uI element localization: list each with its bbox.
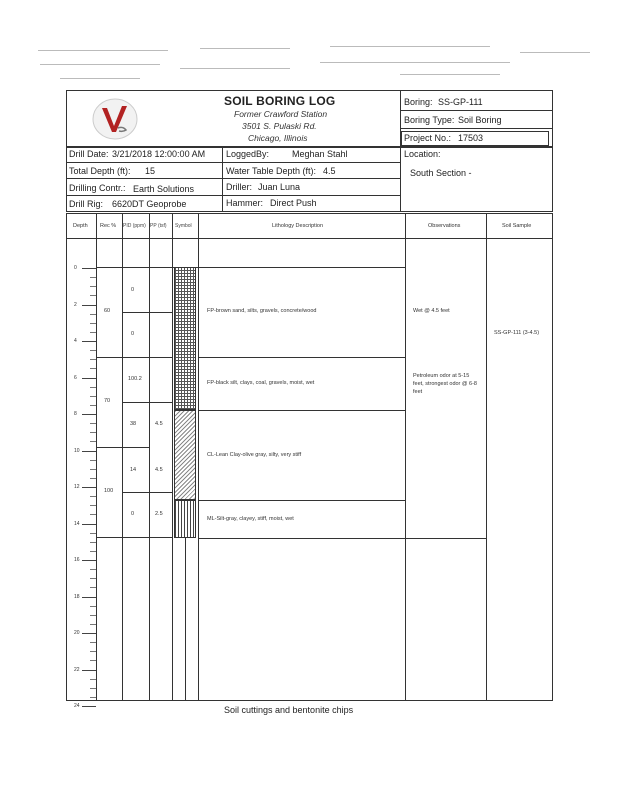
depth-minor-tick	[90, 697, 96, 698]
col-rec: Rec %	[100, 223, 117, 229]
depth-minor-tick	[90, 551, 96, 552]
drilling-contr-label: Drilling Contr.:	[69, 183, 126, 193]
pid-rule	[122, 492, 172, 493]
lith-rule	[198, 500, 406, 501]
col-pp: PP (tsf)	[150, 223, 167, 229]
depth-minor-tick	[90, 615, 96, 616]
depth-minor-tick	[90, 350, 96, 351]
pid-rule	[122, 402, 172, 403]
silt-symbol	[174, 500, 196, 538]
scan-noise	[330, 46, 490, 47]
depth-minor-tick	[90, 514, 96, 515]
depth-minor-tick	[90, 505, 96, 506]
scan-noise	[200, 48, 290, 49]
depth-tick	[82, 633, 96, 634]
drill-date-label: Drill Date:	[69, 149, 109, 159]
column-header-rule	[66, 238, 553, 239]
location-label: Location:	[404, 149, 441, 159]
depth-tick-label: 10	[74, 447, 80, 454]
company-logo	[90, 96, 140, 142]
drill-rig-value: 6620DT Geoprobe	[112, 199, 187, 209]
depth-minor-tick	[90, 533, 96, 534]
depth-tick-label: 18	[74, 593, 80, 600]
lith-rule	[198, 538, 406, 539]
divider	[400, 146, 401, 212]
depth-minor-tick	[90, 578, 96, 579]
depth-minor-tick	[90, 569, 96, 570]
col-observations: Observations	[428, 223, 461, 229]
rec-rule	[96, 537, 172, 538]
lithology-text: CL-Lean Clay-olive gray, silty, very stiff	[207, 452, 302, 458]
page-title: SOIL BORING LOG	[224, 94, 336, 108]
pid-value: 0	[131, 511, 135, 517]
site-city: Chicago, Illinois	[248, 133, 308, 143]
pp-value: 2.5	[155, 511, 163, 517]
logged-by-label: LoggedBy:	[226, 149, 270, 159]
site-address: 3501 S. Pulaski Rd.	[242, 121, 317, 131]
depth-ruler	[66, 238, 96, 709]
depth-minor-tick	[90, 405, 96, 406]
lithology-text: ML-Silt-gray, clayey, stiff, moist, wet	[207, 516, 294, 522]
footer-note: Soil cuttings and bentonite chips	[224, 705, 354, 715]
pid-value: 38	[130, 421, 137, 427]
fill-symbol	[174, 267, 196, 410]
depth-tick	[82, 268, 96, 269]
depth-tick	[82, 487, 96, 488]
logged-by-value: Meghan Stahl	[292, 149, 348, 159]
scan-noise	[38, 50, 168, 51]
rec-value: 70	[104, 398, 111, 404]
depth-minor-tick	[90, 542, 96, 543]
pp-value: 4.5	[155, 421, 163, 427]
log-table	[66, 213, 553, 701]
col-symbol: Symbol	[175, 223, 192, 229]
depth-minor-tick	[90, 323, 96, 324]
site-name: Former Crawford Station	[234, 109, 328, 119]
scan-noise	[60, 78, 140, 79]
depth-minor-tick	[90, 642, 96, 643]
depth-minor-tick	[90, 469, 96, 470]
rec-value: 100	[104, 488, 114, 494]
depth-tick-label: 12	[74, 484, 80, 490]
obs-rule	[405, 538, 486, 539]
scan-noise	[180, 68, 290, 69]
depth-tick-label: 16	[74, 557, 80, 563]
depth-minor-tick	[90, 387, 96, 388]
hammer-label: Hammer:	[226, 198, 264, 208]
depth-minor-tick	[90, 587, 96, 588]
boring-value: SS-GP-111	[438, 97, 483, 107]
depth-tick	[82, 597, 96, 598]
depth-tick	[82, 341, 96, 342]
lithology-text: FP-brown sand, silts, gravels, concrete/wood	[207, 308, 317, 314]
depth-tick	[82, 378, 96, 379]
depth-minor-tick	[90, 277, 96, 278]
symbol-line	[185, 538, 186, 700]
boring-type-label: Boring Type:	[404, 115, 455, 125]
depth-minor-tick	[90, 606, 96, 607]
total-depth-value: 15	[145, 166, 156, 176]
column-divider	[96, 213, 97, 701]
depth-minor-tick	[90, 624, 96, 625]
depth-minor-tick	[90, 332, 96, 333]
depth-minor-tick	[90, 359, 96, 360]
pid-value: 0	[131, 331, 135, 337]
column-divider	[198, 213, 199, 701]
depth-tick	[82, 305, 96, 306]
driller-value: Juan Luna	[258, 182, 301, 192]
rec-value: 60	[104, 308, 111, 314]
depth-tick-label: 24	[74, 703, 80, 709]
project-value: 17503	[458, 133, 484, 143]
depth-minor-tick	[90, 688, 96, 689]
depth-tick-label: 14	[74, 520, 80, 527]
depth-minor-tick	[90, 660, 96, 661]
divider	[66, 178, 400, 179]
depth-tick	[82, 670, 96, 671]
depth-tick-label: 8	[74, 411, 77, 417]
rec-rule	[96, 447, 149, 448]
divider	[400, 128, 553, 129]
depth-minor-tick	[90, 286, 96, 287]
scan-noise	[320, 62, 510, 63]
col-lithology: Lithology Description	[272, 223, 324, 229]
depth-minor-tick	[90, 423, 96, 424]
observation-text: Petroleum odor at 5-15 feet, strongest odor @ 6-8 feet	[413, 373, 477, 395]
pid-value: 100.2	[128, 376, 142, 382]
row-rule	[96, 267, 406, 268]
drilling-contr-value: Earth Solutions	[133, 184, 195, 194]
depth-tick-label: 0	[74, 265, 77, 271]
depth-minor-tick	[90, 441, 96, 442]
depth-tick-label: 6	[74, 374, 77, 381]
project-label: Project No.:	[404, 133, 452, 143]
water-table-value: 4.5	[323, 166, 336, 176]
clay-symbol	[174, 410, 196, 500]
depth-minor-tick	[90, 478, 96, 479]
depth-minor-tick	[90, 460, 96, 461]
scan-noise	[520, 52, 590, 53]
scan-noise	[400, 74, 500, 75]
rec-rule	[96, 357, 172, 358]
depth-tick	[82, 524, 96, 525]
observation-text: Wet @ 4.5 feet	[413, 308, 450, 314]
depth-tick-label: 22	[74, 666, 80, 673]
column-divider	[405, 213, 406, 701]
pid-value: 14	[130, 467, 137, 473]
depth-tick	[82, 706, 96, 707]
column-divider	[149, 213, 150, 701]
location-value: South Section -	[410, 168, 472, 178]
depth-minor-tick	[90, 396, 96, 397]
divider	[66, 162, 400, 163]
depth-tick	[82, 560, 96, 561]
lith-rule	[198, 410, 406, 411]
pid-value: 0	[131, 287, 135, 293]
divider	[66, 195, 400, 196]
column-divider	[486, 213, 487, 701]
depth-minor-tick	[90, 295, 96, 296]
depth-tick-label: 2	[74, 301, 77, 308]
soil-sample-text: SS-GP-111 (3-4.5)	[494, 330, 540, 336]
depth-minor-tick	[90, 679, 96, 680]
lith-rule	[198, 357, 406, 358]
depth-minor-tick	[90, 432, 96, 433]
driller-label: Driller:	[226, 182, 252, 192]
column-divider	[122, 213, 123, 701]
scan-noise	[40, 64, 160, 65]
lithology-text: FP-black silt, clays, coal, gravels, moist, wet	[207, 380, 315, 386]
depth-minor-tick	[90, 368, 96, 369]
boring-type-value: Soil Boring	[458, 115, 502, 125]
depth-tick-label: 4	[74, 338, 77, 344]
hammer-value: Direct Push	[270, 198, 317, 208]
col-depth: Depth	[73, 223, 88, 229]
drill-date-value: 3/21/2018 12:00:00 AM	[112, 149, 206, 159]
total-depth-label: Total Depth (ft):	[69, 166, 131, 176]
col-soil-sample: Soil Sample	[502, 223, 532, 229]
water-table-label: Water Table Depth (ft):	[226, 166, 317, 176]
divider	[400, 110, 553, 111]
column-divider	[172, 213, 173, 701]
drill-rig-label: Drill Rig:	[69, 199, 104, 209]
boring-label: Boring:	[404, 97, 433, 107]
depth-minor-tick	[90, 314, 96, 315]
depth-tick-label: 20	[74, 630, 80, 636]
pid-rule	[122, 312, 172, 313]
depth-minor-tick	[90, 651, 96, 652]
pp-value: 4.5	[155, 467, 163, 473]
divider	[222, 146, 223, 212]
col-pid: PID (ppm)	[123, 223, 146, 229]
depth-minor-tick	[90, 496, 96, 497]
depth-tick	[82, 451, 96, 452]
depth-tick	[82, 414, 96, 415]
